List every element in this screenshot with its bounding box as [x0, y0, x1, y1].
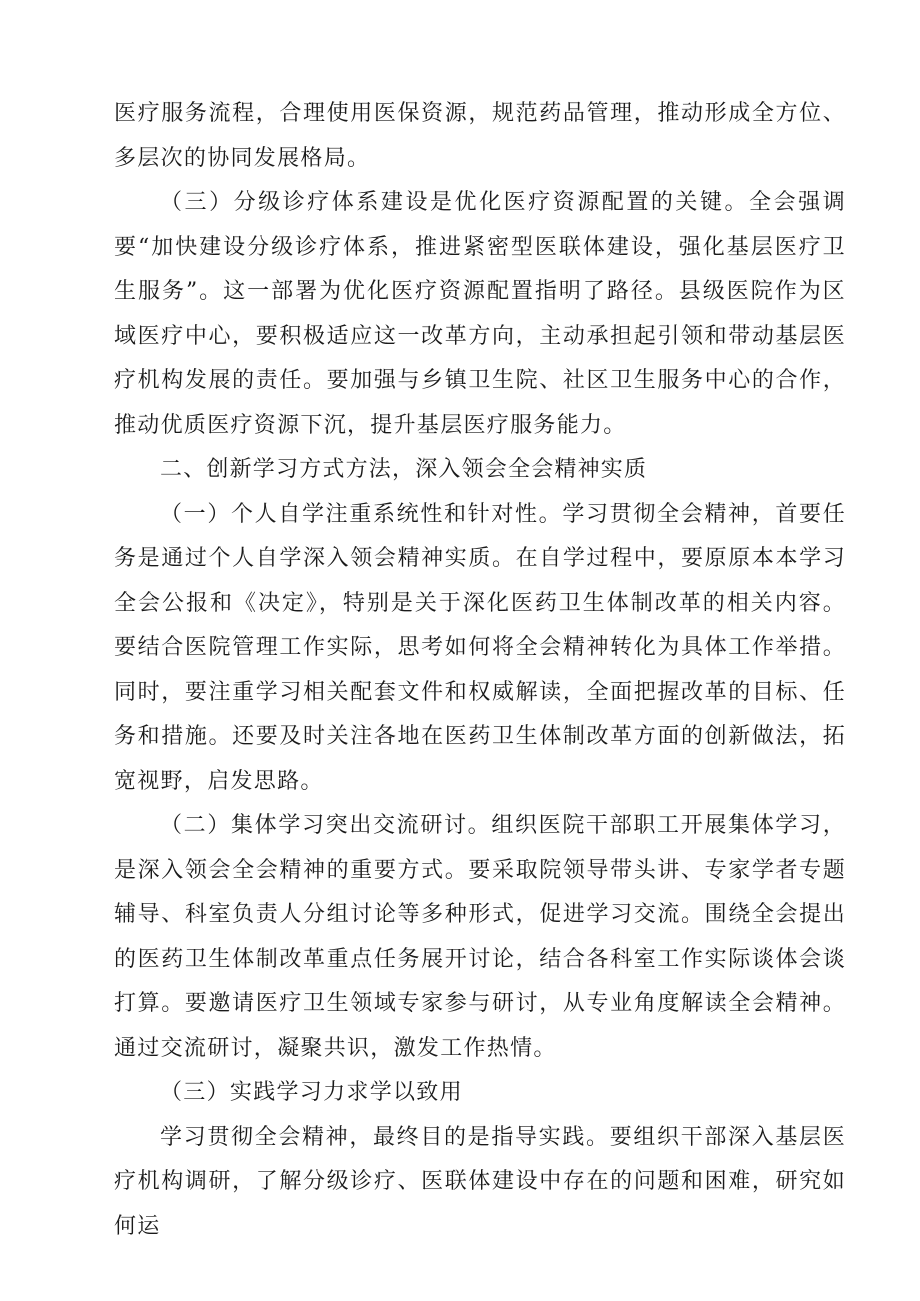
paragraph-self-study: （一）个人自学注重系统性和针对性。学习贯彻全会精神，首要任务是通过个人自学深入领会精神实质。在自学过程中，要原原本本学习全会公报和《决定》，特别是关于深化医药卫生体制改革的相关内容。要结合医院管理工作实际，思考如何将全会精神转化为具体工作举措。同时，要注重学习相关配套文件和权威解读，全面把握改革的目标、任务和措施。还要及时关注各地在医药卫生体制改革方面的创新做法，拓宽视野，启发思路。 — [114, 501, 846, 794]
document-body — [114, 92, 846, 1249]
subheading-practice-study: （三）实践学习力求学以致用 — [160, 1080, 463, 1105]
section-heading-2: 二、创新学习方式方法，深入领会全会精神实质 — [160, 457, 648, 482]
paragraph-practice: 学习贯彻全会精神，最终目的是指导实践。要组织干部深入基层医疗机构调研，了解分级诊疗、医联体建设中存在的问题和困难，研究如何运 — [114, 1124, 846, 1239]
paragraph-continuation: 医疗服务流程，合理使用医保资源，规范药品管理，推动形成全方位、多层次的协同发展格局。 — [114, 101, 846, 171]
paragraph-tiered-diagnosis: （三）分级诊疗体系建设是优化医疗资源配置的关键。全会强调要“加快建设分级诊疗体系，推进紧密型医联体建设，强化基层医疗卫生服务”。这一部署为优化医疗资源配置指明了路径。县级医院作为区域医疗中心，要积极适应这一改革方向，主动承担起引领和带动基层医疗机构发展的责任。要加强与乡镇卫生院、社区卫生服务中心的合作，推动优质医疗资源下沉，提升基层医疗服务能力。 — [114, 190, 846, 438]
paragraph-group-study: （二）集体学习突出交流研讨。组织医院干部职工开展集体学习，是深入领会全会精神的重要方式。要采取院领导带头讲、专家学者专题辅导、科室负责人分组讨论等多种形式，促进学习交流。围绕全会提出的医药卫生体制改革重点任务展开讨论，结合各科室工作实际谈体会谈打算。要邀请医疗卫生领域专家参与研讨，从专业角度解读全会精神。通过交流研讨，凝聚共识，激发工作热情。 — [114, 813, 846, 1061]
